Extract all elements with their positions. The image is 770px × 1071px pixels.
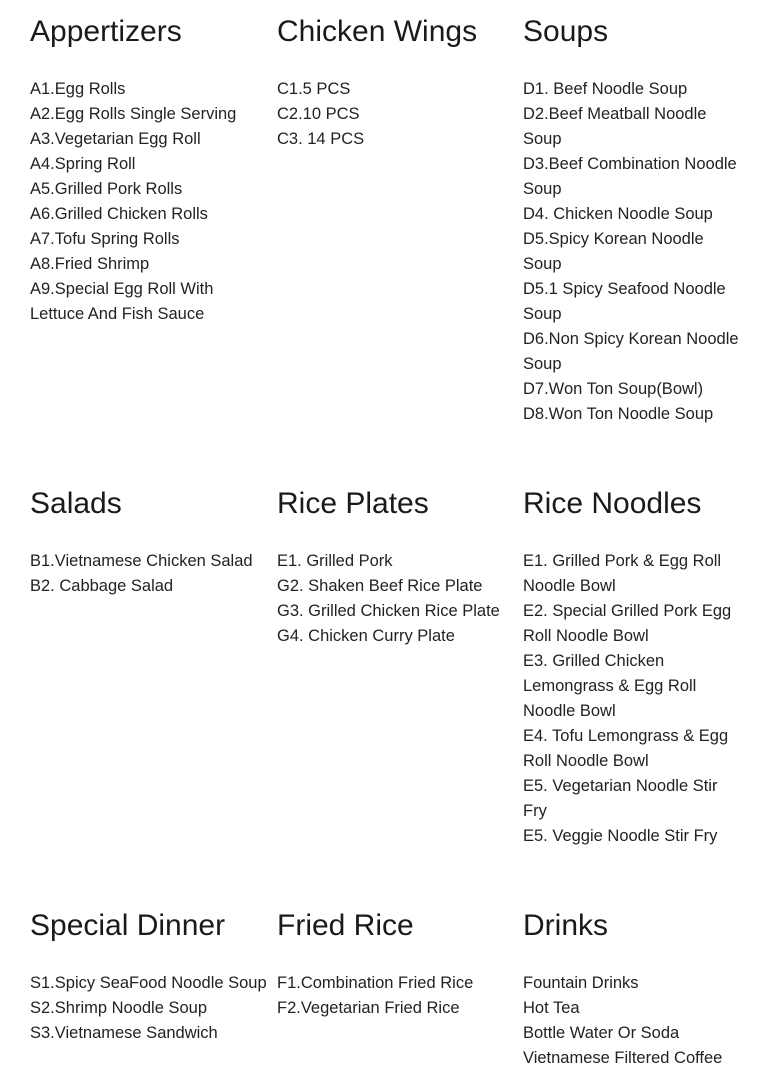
menu-item-link[interactable]: C1.5 PCS	[277, 80, 351, 98]
menu-item-link[interactable]: A8.Fried Shrimp	[30, 255, 150, 273]
menu-item-link[interactable]: C3. 14 PCS	[277, 130, 365, 148]
menu-item-link[interactable]: F1.Combination Fried Rice	[277, 974, 474, 992]
section-heading: Rice Plates	[277, 487, 429, 520]
menu-section-special-dinner	[30, 894, 277, 1046]
menu-section-salads	[30, 472, 277, 599]
section-heading: Rice Noodles	[523, 487, 702, 520]
menu-item-list	[30, 971, 267, 1046]
menu-item-link[interactable]: A4.Spring Roll	[30, 155, 136, 173]
menu-item-link[interactable]: Hot Tea	[523, 999, 580, 1017]
menu-item-link[interactable]: D6.Non Spicy Korean Noodle Soup	[523, 330, 739, 373]
menu-section-rice-plates	[277, 472, 523, 649]
menu-item-link[interactable]: E2. Special Grilled Pork Egg Roll Noodle Bowl	[523, 602, 732, 645]
menu-item-link[interactable]: D2.Beef Meatball Noodle Soup	[523, 105, 707, 148]
menu-item-link[interactable]: A3.Vegetarian Egg Roll	[30, 130, 201, 148]
menu-section-drinks	[523, 894, 743, 1071]
menu-item-list	[523, 971, 743, 1071]
menu-grid	[30, 0, 750, 1067]
menu-item-list	[277, 77, 513, 152]
menu-section-chicken-wings	[277, 0, 523, 152]
menu-section-appertizers	[30, 0, 277, 327]
menu-item-list	[523, 77, 743, 427]
menu-row	[30, 894, 750, 1067]
menu-item-link[interactable]: D3.Beef Combination Noodle Soup	[523, 155, 737, 198]
menu-item-link[interactable]: S3.Vietnamese Sandwich	[30, 1024, 218, 1042]
menu-section-soups	[523, 0, 743, 427]
menu-item-link[interactable]: A7.Tofu Spring Rolls	[30, 230, 180, 248]
menu-item-link[interactable]: F2.Vegetarian Fried Rice	[277, 999, 460, 1017]
section-heading: Fried Rice	[277, 909, 414, 942]
menu-item-link[interactable]: D4. Chicken Noodle Soup	[523, 205, 713, 223]
section-heading: Drinks	[523, 909, 609, 942]
menu-item-link[interactable]: D8.Won Ton Noodle Soup	[523, 405, 714, 423]
menu-item-link[interactable]: A6.Grilled Chicken Rolls	[30, 205, 208, 223]
section-heading: Salads	[30, 487, 122, 520]
menu-item-link[interactable]: E5. Veggie Noodle Stir Fry	[523, 827, 718, 845]
menu-item-link[interactable]: A9.Special Egg Roll With Lettuce And Fish Sauce	[30, 280, 214, 323]
section-heading: Soups	[523, 15, 609, 48]
menu-item-link[interactable]: E4. Tofu Lemongrass & Egg Roll Noodle Bowl	[523, 727, 729, 770]
menu-row	[30, 0, 750, 472]
menu-item-link[interactable]: B2. Cabbage Salad	[30, 577, 174, 595]
menu-item-link[interactable]: D7.Won Ton Soup(Bowl)	[523, 380, 704, 398]
menu-item-link[interactable]: G2. Shaken Beef Rice Plate	[277, 577, 483, 595]
menu-row	[30, 472, 750, 894]
menu-item-list	[30, 77, 267, 327]
menu-item-link[interactable]: C2.10 PCS	[277, 105, 360, 123]
menu-item-link[interactable]: A1.Egg Rolls	[30, 80, 126, 98]
menu-item-link[interactable]: A2.Egg Rolls Single Serving	[30, 105, 237, 123]
menu-item-link[interactable]: D5.1 Spicy Seafood Noodle Soup	[523, 280, 726, 323]
menu-item-link[interactable]: S1.Spicy SeaFood Noodle Soup	[30, 974, 267, 992]
menu-item-link[interactable]: G3. Grilled Chicken Rice Plate	[277, 602, 500, 620]
menu-item-link[interactable]: A5.Grilled Pork Rolls	[30, 180, 183, 198]
menu-item-link[interactable]: E1. Grilled Pork & Egg Roll Noodle Bowl	[523, 552, 722, 595]
menu-section-rice-noodles	[523, 472, 743, 849]
menu-item-link[interactable]: Fountain Drinks	[523, 974, 639, 992]
section-heading: Special Dinner	[30, 909, 226, 942]
menu-item-list	[523, 549, 743, 849]
menu-item-link[interactable]: G4. Chicken Curry Plate	[277, 627, 455, 645]
menu-item-list	[30, 549, 267, 599]
menu-item-link[interactable]: D5.Spicy Korean Noodle Soup	[523, 230, 704, 273]
menu-item-link[interactable]: Bottle Water Or Soda	[523, 1024, 680, 1042]
menu-item-link[interactable]: E5. Vegetarian Noodle Stir Fry	[523, 777, 718, 820]
section-heading: Appertizers	[30, 15, 182, 48]
menu-item-link[interactable]: E1. Grilled Pork	[277, 552, 393, 570]
menu-item-link[interactable]: E3. Grilled Chicken Lemongrass & Egg Roll Noodle Bowl	[523, 652, 697, 720]
menu-item-link[interactable]: B1.Vietnamese Chicken Salad	[30, 552, 253, 570]
menu-item-list	[277, 971, 513, 1021]
menu-item-link[interactable]: S2.Shrimp Noodle Soup	[30, 999, 208, 1017]
menu-section-fried-rice	[277, 894, 523, 1021]
menu-item-list	[277, 549, 513, 649]
menu-item-link[interactable]: Vietnamese Filtered Coffee	[523, 1049, 723, 1067]
menu-item-link[interactable]: D1. Beef Noodle Soup	[523, 80, 688, 98]
section-heading: Chicken Wings	[277, 15, 478, 48]
